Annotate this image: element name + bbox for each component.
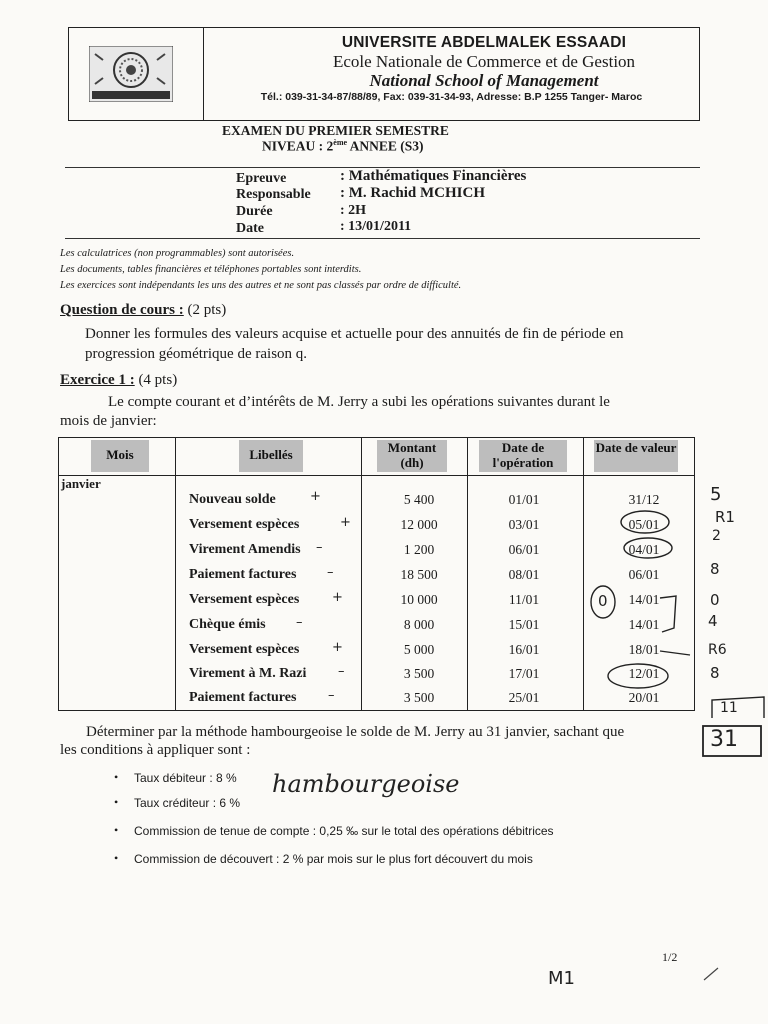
date-op-cell: 01/01	[508, 492, 540, 507]
exercise-intro: Le compte courant et d’intérêts de M. Jerry a subi les opérations suivantes durant le	[108, 394, 610, 410]
header-libelles: Libellés	[239, 440, 303, 472]
exam-level: NIVEAU : 2ème ANNEE (S3)	[262, 138, 424, 154]
date-val-cell: 12/01	[628, 666, 660, 681]
margin-note: R6	[708, 642, 727, 658]
header-date-operation: Date de l'opération	[479, 440, 567, 472]
libelle-cell: Virement Amendis	[189, 542, 301, 557]
libelle-cell: Chèque émis	[189, 617, 266, 632]
montant-cell: 12 000	[400, 517, 438, 532]
date-val-cell: 31/12	[628, 492, 660, 507]
margin-note: 2	[712, 528, 721, 544]
bullet: •	[114, 851, 119, 865]
date-op-cell: 08/01	[508, 567, 540, 582]
montant-cell: 3 500	[403, 666, 435, 681]
exercise-heading: Exercice 1 : (4 pts)	[60, 372, 178, 388]
info-value: : 2H	[340, 203, 367, 218]
handwritten-sign: +	[310, 489, 321, 504]
libelle-cell: Versement espèces	[189, 517, 300, 532]
info-bottom-rule	[65, 238, 700, 239]
date-val-cell: 14/01	[628, 592, 660, 607]
margin-note: R1	[715, 508, 735, 526]
margin-note: 8	[710, 560, 720, 578]
exercise-question: Déterminer par la méthode hambourgeoise le solde de M. Jerry au 31 janvier, sachant que	[86, 724, 625, 740]
month-cell: janvier	[61, 476, 101, 491]
montant-cell: 5 400	[403, 492, 435, 507]
date-val-cell: 18/01	[628, 642, 660, 657]
info-label: Responsable	[236, 187, 311, 202]
header-date-valeur: Date de valeur	[594, 440, 678, 472]
date-op-cell: 16/01	[508, 642, 540, 657]
info-value: : Mathématiques Financières	[340, 168, 527, 184]
condition-item: Commission de découvert : 2 % par mois sur le plus fort découvert du mois	[134, 852, 533, 866]
date-val-cell: 04/01	[628, 542, 660, 557]
date-op-cell: 11/01	[508, 592, 540, 607]
condition-item: Taux créditeur : 6 %	[134, 796, 241, 810]
montant-cell: 5 000	[403, 642, 435, 657]
header-montant: Montant (dh)	[377, 440, 447, 472]
libelle-cell: Paiement factures	[189, 567, 297, 582]
margin-note: 11	[720, 700, 738, 716]
question-text: Donner les formules des valeurs acquise et actuelle pour des annuités de fin de période en	[85, 326, 624, 342]
margin-note: 4	[708, 612, 718, 630]
header-box	[68, 27, 700, 121]
exam-title: EXAMEN DU PREMIER SEMESTRE	[222, 123, 449, 138]
instruction-note: Les exercices sont indépendants les uns des autres et ne sont pas classés par ordre de difficulté.	[60, 280, 462, 291]
margin-note: 0	[710, 591, 720, 609]
date-op-cell: 25/01	[508, 690, 540, 705]
university-logo	[89, 46, 173, 102]
bullet: •	[114, 823, 119, 837]
date-op-cell: 03/01	[508, 517, 540, 532]
info-value: : M. Rachid MCHICH	[340, 185, 485, 201]
exercise-question: les conditions à appliquer sont :	[60, 742, 251, 758]
margin-note: 8	[710, 664, 720, 682]
montant-cell: 3 500	[403, 690, 435, 705]
date-val-cell: 14/01	[628, 617, 660, 632]
handwritten-sign: –	[338, 664, 345, 679]
info-label: Epreuve	[236, 171, 287, 186]
info-label: Durée	[236, 204, 273, 219]
date-op-cell: 15/01	[508, 617, 540, 632]
instruction-note: Les documents, tables financières et téléphones portables sont interdits.	[60, 264, 362, 275]
bottom-note: M1	[548, 968, 575, 989]
handwritten-sign: –	[327, 565, 334, 580]
handwritten-sign: –	[316, 540, 323, 555]
university-name: UNIVERSITE ABDELMALEK ESSAADI	[341, 34, 627, 51]
montant-cell: 10 000	[400, 592, 438, 607]
handwritten-word: hambourgeoise	[272, 770, 460, 798]
header-divider	[203, 28, 204, 120]
condition-item: Commission de tenue de compte : 0,25 ‰ sur le total des opérations débitrices	[134, 824, 554, 838]
table-header-rule	[59, 475, 694, 476]
libelle-cell: Versement espèces	[189, 642, 300, 657]
libelle-cell: Paiement factures	[189, 690, 297, 705]
boxed-answer: 31	[710, 727, 738, 752]
page-number: 1/2	[662, 950, 678, 964]
date-val-cell: 06/01	[628, 567, 660, 582]
handwritten-sign: –	[296, 615, 303, 630]
table-divider	[361, 438, 362, 710]
date-op-cell: 17/01	[508, 666, 540, 681]
libelle-cell: Versement espèces	[189, 592, 300, 607]
table-divider	[583, 438, 584, 710]
instruction-note: Les calculatrices (non programmables) sont autorisées.	[60, 248, 295, 259]
info-value: : 13/01/2011	[340, 219, 412, 234]
question-heading: Question de cours : (2 pts)	[60, 302, 227, 318]
handwritten-sign: +	[332, 640, 343, 655]
date-op-cell: 06/01	[508, 542, 540, 557]
condition-item: Taux débiteur : 8 %	[134, 771, 237, 785]
libelle-cell: Nouveau solde	[189, 492, 276, 507]
table-divider	[467, 438, 468, 710]
margin-note: 5	[710, 484, 722, 505]
montant-cell: 8 000	[403, 617, 435, 632]
exercise-intro: mois de janvier:	[60, 413, 157, 429]
table-divider	[175, 438, 176, 710]
contact-line: Tél.: 039-31-34-87/88/89, Fax: 039-31-34-93, Adresse: B.P 1255 Tanger- Maroc	[260, 91, 643, 103]
circled-mark: 0	[598, 592, 608, 610]
operations-table	[58, 437, 695, 711]
school-name-english: National School of Management	[369, 71, 599, 90]
handwritten-sign: +	[340, 515, 351, 530]
info-label: Date	[236, 221, 264, 236]
date-val-cell: 20/01	[628, 690, 660, 705]
question-text: progression géométrique de raison q.	[85, 346, 308, 362]
montant-cell: 18 500	[400, 567, 438, 582]
libelle-cell: Virement à M. Razi	[189, 666, 307, 681]
handwritten-sign: +	[332, 590, 343, 605]
school-name: Ecole Nationale de Commerce et de Gestion	[332, 52, 636, 71]
bullet: •	[114, 795, 119, 809]
date-val-cell: 05/01	[628, 517, 660, 532]
bullet: •	[114, 770, 119, 784]
montant-cell: 1 200	[403, 542, 435, 557]
header-mois: Mois	[91, 440, 149, 472]
handwritten-sign: –	[328, 688, 335, 703]
